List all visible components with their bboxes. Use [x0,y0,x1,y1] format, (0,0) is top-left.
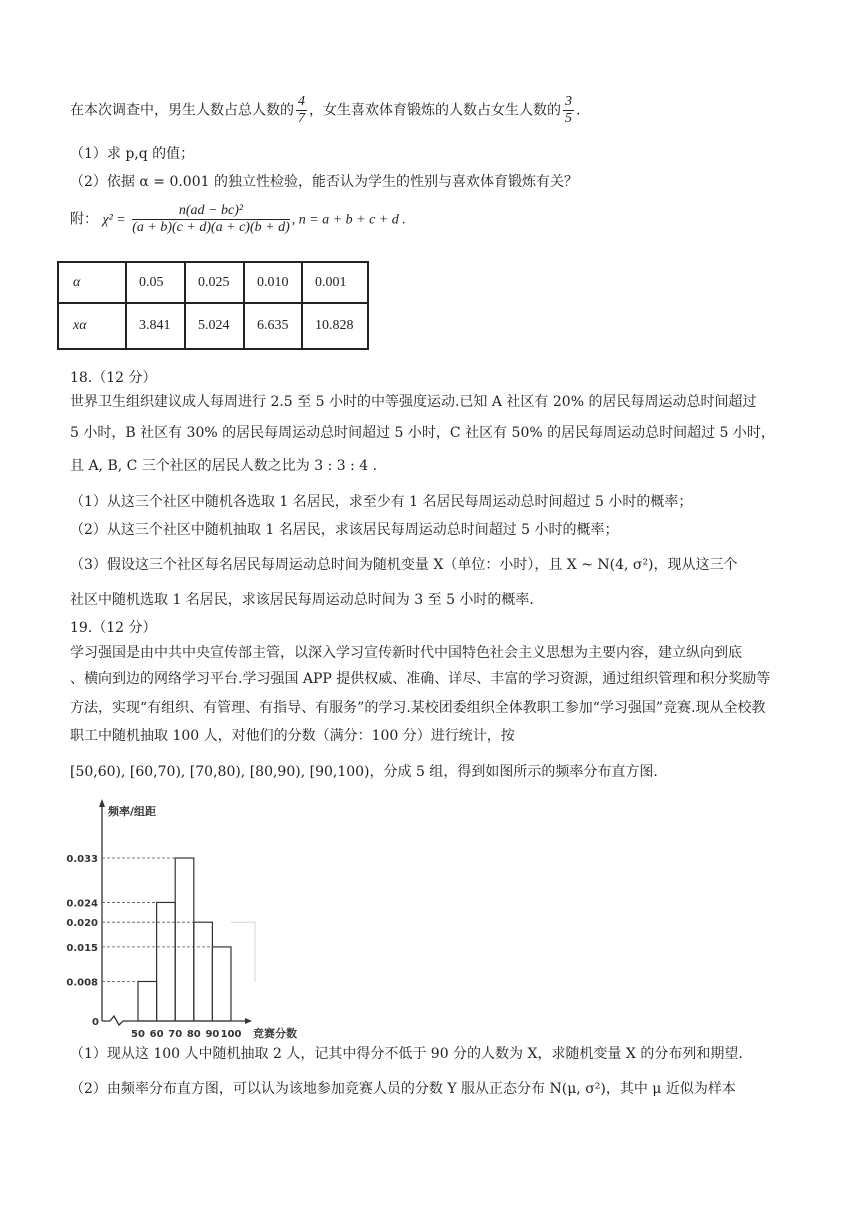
q18-header: 18.（12 分） [70,370,157,386]
q19-line2: 、横向到边的网络学习平台.学习强国 APP 提供权威、准确、详尽、丰富的学习资源，通过组织管理和积分奖励等 [70,671,771,687]
y-tick-label: 0.033 [66,854,98,865]
x-tick-label: 60 [149,1029,164,1040]
q17-part1: （1）求 p,q 的值； [70,146,195,162]
q19-part1: （1）现从这 100 人中随机抽取 2 人，记其中得分不低于 90 分的人数为 X，求随机变量 X 的分布列和期望. [70,1046,743,1062]
q18-line3: 且 A, B, C 三个社区的居民人数之比为 3 : 3 : 4 . [70,458,378,474]
x-tick-label: 50 [131,1029,145,1040]
q18-line2: 5 小时，B 社区有 30% 的居民每周运动总时间超过 5 小时，C 社区有 50% 的居民每周运动总时间超过 5 小时， [70,425,775,441]
q17-intro: 在本次调查中，男生人数占总人数的 $\frac{4}{7}$ ，女生喜欢体育锻炼的人数占女生人数的 $\frac{3}{5}$ . [70,94,581,126]
y-axis-label: 频率/组距 [108,805,157,818]
table-cell: 0.025 [185,262,244,303]
table-head-x: xα [58,303,126,349]
histogram-bar [194,922,213,1021]
table-cell: 6.635 [244,303,302,349]
q19-line3: 方法，实现“有组织、有管理、有指导、有服务”的学习.某校团委组织全体教职工参加“学习强国”竞赛.现从全校教 [70,700,766,716]
histogram-bar [157,902,176,1021]
q19-part2: （2）由频率分布直方图，可以认为该地参加竞赛人员的分数 Y 服从正态分布 N(μ, σ²)，其中 μ 近似为样本 [70,1081,736,1097]
table-cell: 3.841 [126,303,185,349]
y-tick-label: 0.015 [66,942,98,954]
q19-header: 19.（12 分） [70,620,157,636]
q19-line5: [50,60), [60,70), [70,80), [80,90), [90,100)，分成 5 组，得到如图所示的频率分布直方图. [70,764,658,780]
y-tick-label: 0.020 [66,918,98,930]
q19-line1: 学习强国是由中共中央宣传部主管，以深入学习宣传新时代中国特色社会主义思想为主要内容，建立纵向到底 [70,645,742,661]
x-tick-label: 70 [168,1029,183,1040]
x-axis-label: 竞赛分数 [253,1027,297,1040]
y-axis-arrow [99,799,105,807]
q17-part2: （2）依据 α = 0.001 的独立性检验，能否认为学生的性别与喜欢体育锻炼有关？ [70,174,578,190]
x-tick-label: 90 [205,1029,220,1040]
origin-label: 0 [92,1017,99,1028]
q18-part3-cont: 社区中随机选取 1 名居民，求该居民每周运动总时间为 3 至 5 小时的概率. [70,592,534,608]
x-axis-arrow [245,1018,252,1024]
frequency-histogram [60,795,330,1040]
table-cell: 5.024 [185,303,244,349]
table-head-alpha: α [58,262,126,303]
table-cell: 0.010 [244,262,302,303]
q18-line1: 世界卫生组织建议成人每周进行 2.5 至 5 小时的中等强度运动.已知 A 社区有 20% 的居民每周运动总时间超过 [70,394,757,410]
q18-part2: （2）从这三个社区中随机抽取 1 名居民，求该居民每周运动总时间超过 5 小时的概率； [70,522,619,538]
q17-formula: 附： χ² = $\frac{\text{n(ad − bc)²}}{(a + b)(c + d)(a + c)(b + d)}$ , n = a + b + c + d . [70,203,406,235]
x-tick-label: 80 [186,1029,201,1040]
histogram-bar [175,858,194,1021]
histogram-bar [212,947,231,1021]
table-cell: 0.05 [126,262,185,303]
q18-part3: （3）假设这三个社区每名居民每周运动总时间为随机变量 X（单位：小时），且 X ~ N(4, σ²)，现从这三个 [70,557,738,573]
y-tick-label: 0.008 [66,977,98,989]
critical-value-table [57,261,369,350]
q19-line4: 职工中随机抽取 100 人，对他们的分数（满分：100 分）进行统计，按 [70,728,515,744]
q18-part1: （1）从这三个社区中随机各选取 1 名居民，求至少有 1 名居民每周运动总时间超过 5 小时的概率； [70,494,693,510]
table-cell: 0.001 [302,262,368,303]
histogram-bar [138,981,157,1021]
table-cell: 10.828 [302,303,368,349]
faint-guide [231,922,255,981]
x-tick-label: 100 [220,1029,242,1040]
y-tick-label: 0.024 [66,898,98,910]
